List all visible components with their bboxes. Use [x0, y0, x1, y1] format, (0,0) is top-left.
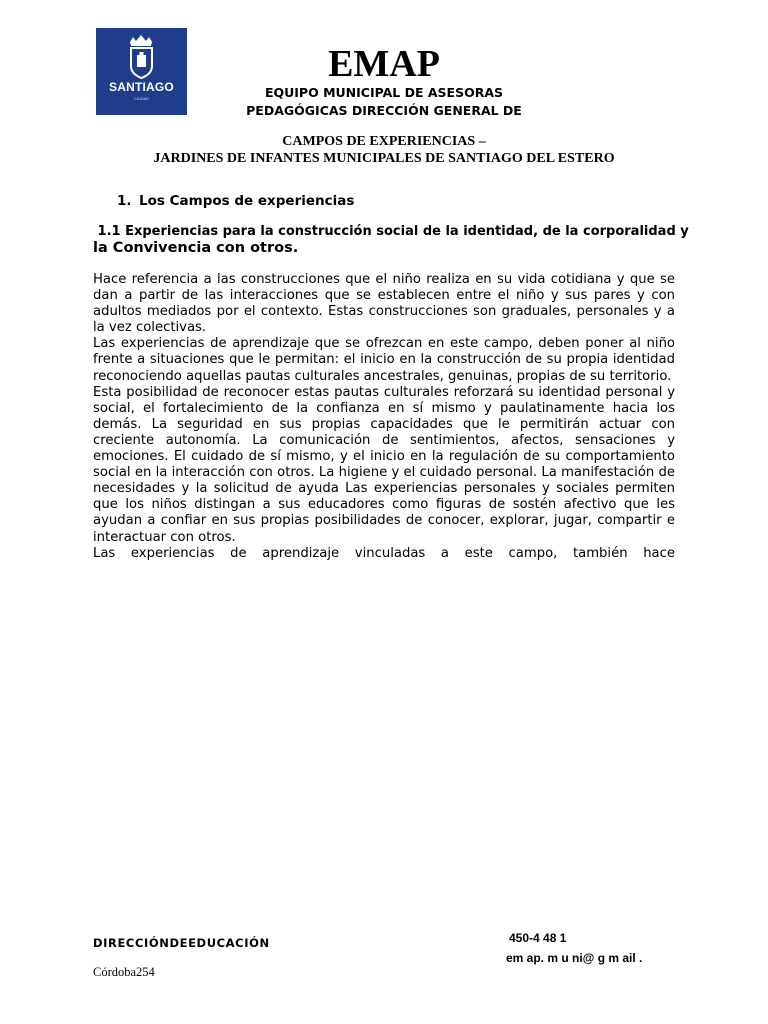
- body-text: [93, 272, 675, 562]
- footer-phone: 450-4 48 1: [509, 931, 567, 945]
- subtitle-line-2: PEDAGÓGICAS DIRECCIÓN GENERAL DE: [246, 103, 522, 118]
- subtitle-line-1: EQUIPO MUNICIPAL DE ASESORAS: [264, 85, 504, 100]
- paragraph-4: Las experiencias de aprendizaje vinculadas a este campo, también hace: [93, 545, 675, 561]
- section-1-number: 1.: [117, 193, 132, 209]
- heading-line-2: JARDINES DE INFANTES MUNICIPALES DE SANTIAGO DEL ESTERO: [153, 151, 615, 166]
- section-1-1-title: [93, 223, 689, 257]
- footer-address: Córdoba254: [93, 965, 155, 979]
- footer-email[interactable]: em ap. m u ni@ g m ail .: [506, 951, 643, 965]
- heading-line-1: CAMPOS DE EXPERIENCIAS –: [282, 134, 486, 149]
- logo-text: SANTIAGO: [109, 80, 174, 94]
- paragraph-3: Esta posibilidad de reconocer estas pautas culturales reforzará su identidad personal y social, el fortalecimiento de la confianza en sí mismo y paulatinamente hacia los demás. La seguridad en sus propias capacidades que le permitirán actuar con creciente autonomía. La comunicación de sentimientos, afectos, sensaciones y emociones. El cuidado de sí mismo, y el inicio en la regulación de su comportamiento social en la interacción con otros. La higiene y el cuidado personal. La manifestación de necesidades y la solicitud de ayuda Las experiencias personales y sociales permiten que los niños distingan a sus educadores como figuras de sostén afectivo que les ayudan a confiar en sus propias posibilidades de conocer, explorar, jugar, compartir e interactuar con otros.: [93, 384, 675, 545]
- section-1-title: [117, 193, 354, 209]
- section-1-label: Los Campos de experiencias: [139, 193, 355, 209]
- paragraph-1: Hace referencia a las construcciones que el niño realiza en su vida cotidiana y que se dan a partir de las interacciones que se establecen entre el niño y sus pares y con adultos mediados por el contexto. Estas construcciones son graduales, personales y a la vez colectivas.: [93, 272, 675, 336]
- section-1-1-line-2: la Convivencia con otros.: [93, 240, 299, 256]
- section-1-1-line-1: 1.1 Experiencias para la construcción social de la identidad, de la corporalidad y: [93, 224, 689, 239]
- logo-subtext: CIUDAD: [133, 96, 150, 101]
- document-title: EMAP: [328, 43, 440, 85]
- footer-department: DIRECCIÓNDEEDUCACIÓN: [93, 936, 270, 950]
- document-subtitle: [0, 84, 768, 120]
- section-heading: [0, 133, 768, 167]
- paragraph-2: Las experiencias de aprendizaje que se ofrezcan en este campo, deben poner al niño frente a situaciones que le permitan: el inicio en la construcción de su propia identidad reconociendo aquellas pautas culturales ancestrales, genuinas, propias de su territorio.: [93, 336, 675, 384]
